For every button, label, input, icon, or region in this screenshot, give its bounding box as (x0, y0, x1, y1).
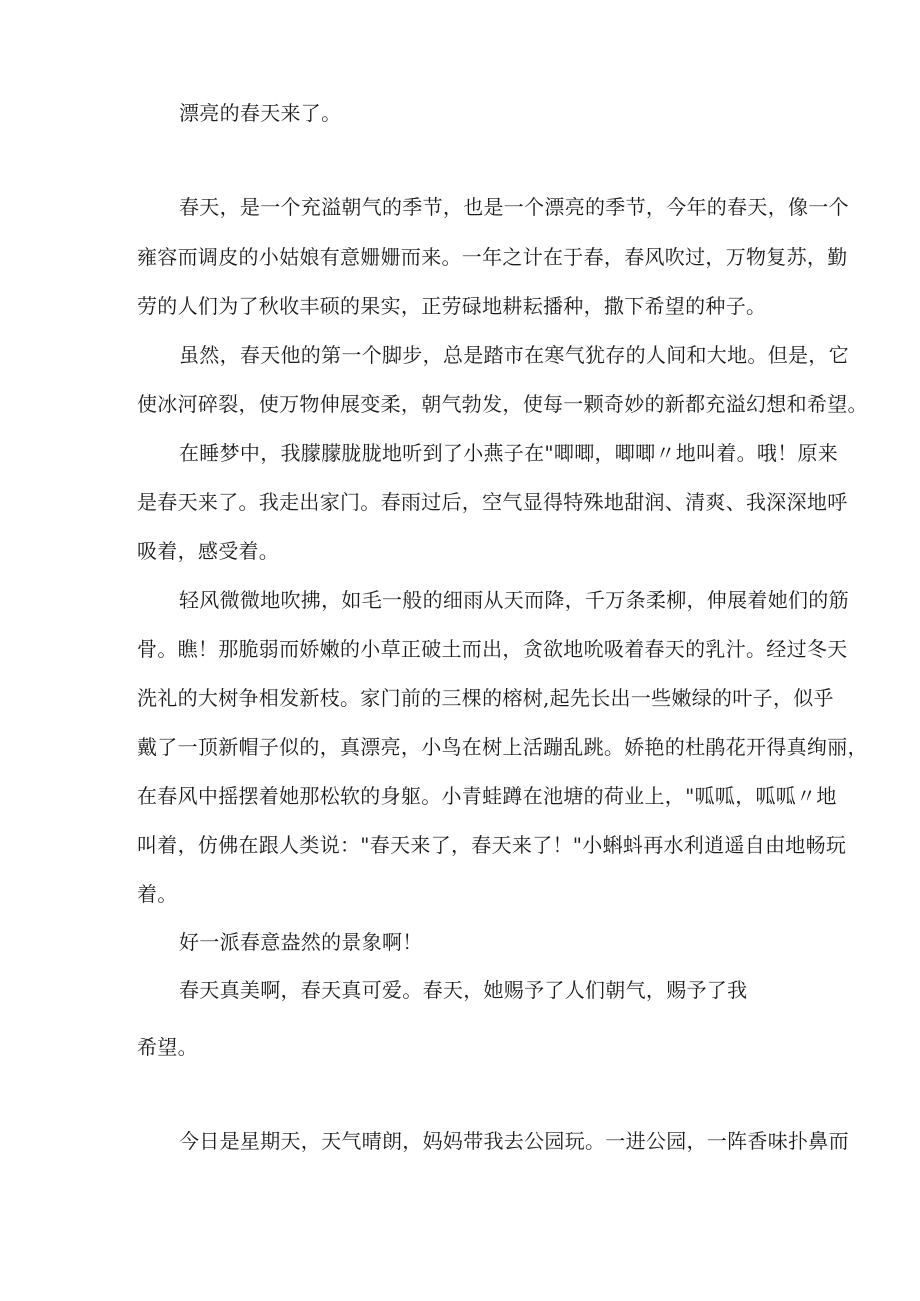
paragraph-6-line-2: 希望。 (137, 1035, 198, 1059)
paragraph-4-line-5: 在春风中摇摆着她那松软的身躯。小青蛙蹲在池塘的荷业上，"呱呱，呱呱〃地 (137, 784, 837, 808)
paragraph-7-line-1: 今日是星期天，天气晴朗，妈妈带我去公园玩。一进公园，一阵香味扑鼻而 (179, 1129, 849, 1153)
paragraph-6-line-1: 春天真美啊，春天真可爱。春天，她赐予了人们朝气，赐予了我 (179, 978, 748, 1002)
paragraph-3-line-2: 是春天来了。我走出家门。春雨过后，空气显得特殊地甜润、清爽、我深深地呼 (137, 490, 848, 514)
paragraph-4-line-7: 着。 (137, 882, 178, 906)
paragraph-4-line-6: 叫着，仿佛在跟人类说："春天来了，春天来了！"小蝌蚪再水利逍遥自由地畅玩 (137, 833, 847, 857)
paragraph-4-line-1: 轻风微微地吹拂，如毛一般的细雨从天而降，千万条柔柳，伸展着她们的筋 (179, 588, 849, 612)
paragraph-4-line-2: 骨。瞧！那脆弱而娇嫩的小草正破土而出，贪欲地吮吸着春天的乳汁。经过冬天 (137, 637, 848, 661)
paragraph-2-line-2: 使冰河碎裂，使万物伸展变柔，朝气勃发，使每一颗奇妙的新都充溢幻想和希望。 (137, 392, 868, 416)
paragraph-5-line-1: 好一派春意盎然的景象啊！ (179, 930, 423, 954)
paragraph-1-line-3: 劳的人们为了秋收丰硕的果实，正劳碌地耕耘播种，撒下希望的种子。 (137, 294, 767, 318)
paragraph-1-line-2: 雍容而调皮的小姑娘有意姗姗而来。一年之计在于春，春风吹过，万物复苏，勤 (137, 245, 848, 269)
paragraph-3-line-3: 吸着，感受着。 (137, 539, 280, 563)
doc-title: 漂亮的春天来了。 (179, 101, 342, 125)
paragraph-1-line-1: 春天，是一个充溢朝气的季节，也是一个漂亮的季节，今年的春天，像一个 (179, 195, 849, 219)
paragraph-2-line-1: 虽然，春天他的第一个脚步，总是踏市在寒气犹存的人间和大地。但是，它 (179, 343, 849, 367)
paragraph-4-line-4: 戴了一顶新帽子似的，真漂亮，小鸟在树上活蹦乱跳。娇艳的杜鹃花开得真绚丽， (137, 735, 868, 759)
paragraph-4-line-3: 洗礼的大树争相发新枝。家门前的三棵的榕树,起先长出一些嫩绿的叶子，似乎 (137, 686, 834, 710)
paragraph-3-line-1: 在睡梦中，我朦朦胧胧地听到了小燕子在"唧唧，唧唧〃地叫着。哦！原来 (179, 441, 839, 465)
